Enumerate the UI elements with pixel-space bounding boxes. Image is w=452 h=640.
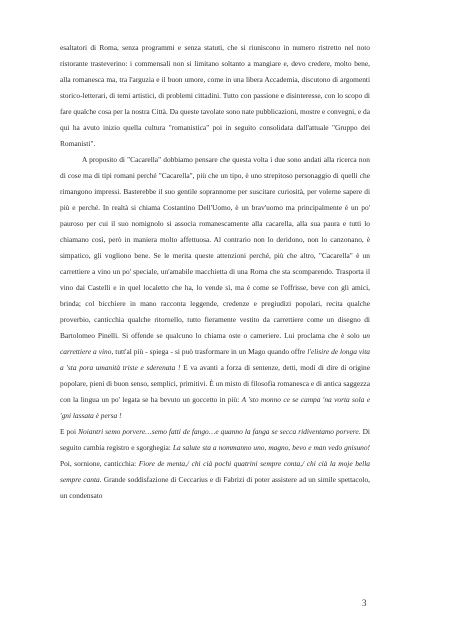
italic-quote-5: La salute sta a nommanno uno, magno, bevo e man vedo gnisuno! — [172, 443, 370, 452]
body-text — [60, 40, 370, 504]
paragraph-3-text-b: Di seguito cambia registro e sgorghegia: — [60, 427, 370, 452]
paragraph-2-text-c: E va avanti a forza di sentenze, detti, modi di dire di origine popolare, pieni di buon senso, semplici, primitivi. È un misto di filosofia romanesca e di antica saggezza con la lingua un po' legata se ha bevuto un goccetto in più: — [60, 363, 370, 404]
paragraph-3-text-d: Grande soddisfazione di Ceccarius e di Fabrizi di poter assistere ad un simile spettacolo, un condensato — [60, 475, 370, 500]
page-number: 3 — [362, 598, 367, 608]
italic-quote-6: Fiore de menta,/ chi cià pochi quatrini sempre conta,/ chi cià la moje bella sempre canta. — [60, 459, 370, 484]
italic-quote-3: A 'sto monno ce se campa 'na vorta sola e 'gni lassata è persa ! — [60, 395, 370, 420]
paragraph-3-text-c: Poi, sornione, canticchia: — [60, 459, 137, 468]
paragraph-1 — [60, 40, 370, 152]
paragraph-1-text: esaltatori di Roma, senza programmi e senza statuti, che si riuniscono in numero ristretto nel noto ristorante trasteverino: i commensali non si limitano soltanto a mangiare e, devo credere, molto bene, alla romanesca ma, tra l'arguzia e il buon umore, come in una libera Accademia, discutono di argomenti storico-letterari, di temi artistici, di problemi cittadini. Tutto con passione e disinteresse, con lo scopo di fare qualche cosa per la nostra Città. Da queste tavolate sono nate pubblicazioni, mostre e convegni, e da qui ha avuto inizio quella cultura "romanistica" poi in seguito consolidata dall'attuale "Gruppo dei Romanisti". — [60, 43, 370, 148]
paragraph-3-text-a: E poi — [60, 427, 77, 436]
paragraph-2-text-b: tutt'al più - spiega - si può trasformare in un Mago quando offre — [115, 347, 306, 356]
italic-quote-2: l'elisire de longa vita a 'sta pora umanità triste e sderenata ! — [60, 347, 370, 372]
italic-quote-4: Noiantri semo porvere…semo fatti de fango…e quanno la fanga se secca ridiventamo porvere. — [78, 427, 361, 436]
paragraph-2-text: A proposito di "Cacarella" dobbiamo pensare che questa volta i due sono andati alla ricerca non di cose ma di tipi romani perché "Cacarella", più che un tipo, è uno strepitoso personaggio di quelli che rimangono impressi. Basterebbe il suo gentile soprannome per suscitare curiosità, per volerne sapere di più e perché. In realtà si chiama Costantino Dell'Uomo, è un brav'uomo ma principalmente è un po' pauroso per cui il suo nomignolo si associa romanescamente alla cacarella, alla sua paura e tutti lo chiamano così, però in maniera molto affettuosa. Al contrario non lo deridono, non lo canzonano, è simpatico, gli vogliono bene. Se le merita queste attenzioni perché, più che altro, "Cacarella" è un carrettiere a vino un po' speciale, un'amabile macchietta di una Roma che sta scomparendo. Trasporta il vino dai Castelli e in quel localetto che ha, lo vende sì, ma è come se l'offrisse, beve con gli amici, brinda; col bicchiere in mano racconta leggende, credenze e pregiudizi popolari, recita qualche proverbio, canticchia qualche ritornello, tutto fieramente vestito da carrettiere come un disegno di Bartolomeo Pinelli. Si offende se qualcuno lo chiama oste o cameriere. Lui proclama che è solo — [60, 155, 370, 340]
paragraph-3 — [60, 424, 370, 504]
paragraph-2 — [60, 152, 370, 424]
italic-quote-1: un carrettiere a vino, — [60, 331, 370, 356]
